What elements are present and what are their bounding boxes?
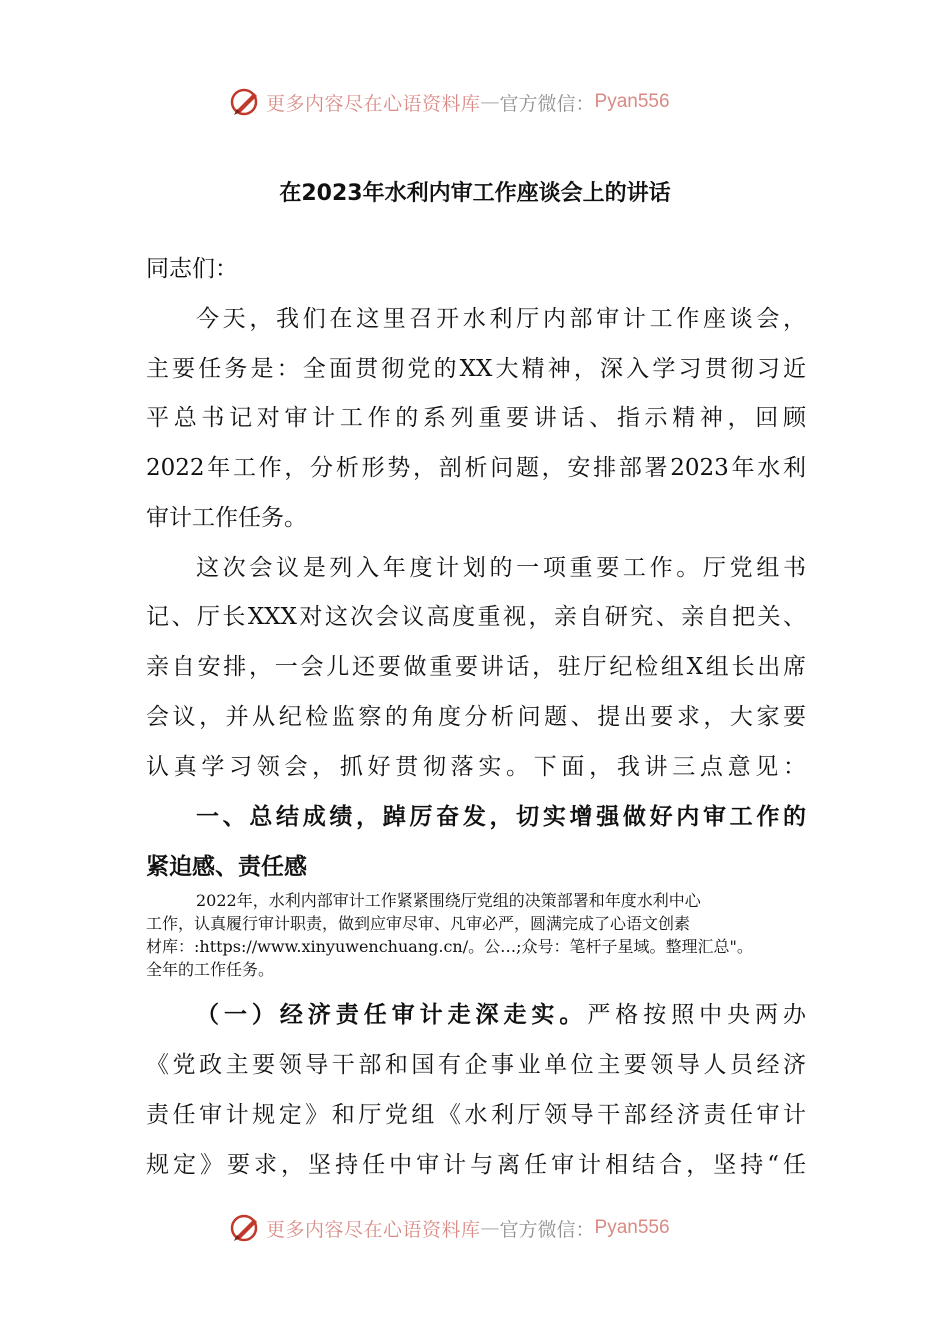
paragraph-line: 亲自安排，一会儿还要做重要讲话，驻厅纪检组X组长出席 bbox=[146, 654, 806, 680]
document-title: 在2023年水利内审工作座谈会上的讲话 bbox=[279, 181, 671, 206]
subsection-line bbox=[196, 998, 806, 1032]
small-paragraph-line: 全年的工作任务。 bbox=[146, 960, 275, 979]
subsection-heading: （一）经济责任审计走深走实。 bbox=[196, 1002, 588, 1028]
small-paragraph-line: 材库：:https://www.xinyuwenchuang.cn/。公…;众号：笔杆子星域。整理汇总"。 bbox=[146, 937, 753, 956]
banner-text: 更多内容尽在心语资料库 bbox=[266, 1218, 481, 1241]
banner-wechat-id: Pyan556 bbox=[594, 91, 670, 112]
banner-wechat-id: Pyan556 bbox=[594, 1217, 670, 1238]
small-paragraph-line: 2022年，水利内部审计工作紧紧围绕厅党组的决策部署和年度水利中心 bbox=[196, 891, 701, 910]
paragraph-line: 认真学习领会，抓好贯彻落实。下面，我讲三点意见： bbox=[146, 754, 806, 780]
pen-logo-icon bbox=[228, 1211, 262, 1245]
header-banner bbox=[0, 82, 950, 122]
small-paragraph-line: 工作，认真履行审计职责，做到应审尽审、凡审必严，圆满完成了心语文创素 bbox=[146, 914, 691, 933]
salutation: 同志们： bbox=[146, 256, 238, 282]
banner-text: 更多内容尽在心语资料库 bbox=[266, 92, 481, 115]
paragraph-line: 今天，我们在这里召开水利厅内部审计工作座谈会， bbox=[196, 306, 806, 332]
paragraph-line: 审计工作任务。 bbox=[146, 505, 307, 531]
paragraph-line: 责任审计规定》和厅党组《水利厅领导干部经济责任审计 bbox=[146, 1102, 806, 1128]
banner-dash: — bbox=[480, 91, 500, 113]
paragraph-line: 会议，并从纪检监察的角度分析问题、提出要求，大家要 bbox=[146, 704, 806, 730]
paragraph-line: 《党政主要领导干部和国有企事业单位主要领导人员经济 bbox=[146, 1052, 806, 1078]
banner-dash: — bbox=[480, 1217, 500, 1239]
footer-banner bbox=[0, 1208, 950, 1248]
subsection-text: 严格按照中央两办 bbox=[587, 1002, 807, 1028]
banner-wechat-label: 官方微信： bbox=[499, 1218, 595, 1241]
pen-logo-icon bbox=[228, 85, 262, 119]
banner-wechat-label: 官方微信： bbox=[499, 92, 595, 115]
section-heading: 一、总结成绩，踔厉奋发，切实增强做好内审工作的 bbox=[196, 804, 806, 830]
paragraph-line: 这次会议是列入年度计划的一项重要工作。厅党组书 bbox=[196, 555, 806, 581]
paragraph-line: 记、厅长XXX对这次会议高度重视，亲自研究、亲自把关、 bbox=[146, 604, 806, 630]
paragraph-line: 规定》要求，坚持任中审计与离任审计相结合，坚持“任 bbox=[146, 1152, 806, 1178]
section-heading: 紧迫感、责任感 bbox=[146, 854, 307, 880]
paragraph-line: 2022年工作，分析形势，剖析问题，安排部署2023年水利 bbox=[146, 455, 806, 481]
paragraph-line: 主要任务是：全面贯彻党的XX大精神，深入学习贯彻习近 bbox=[146, 356, 806, 382]
paragraph-line: 平总书记对审计工作的系列重要讲话、指示精神，回顾 bbox=[146, 405, 806, 431]
